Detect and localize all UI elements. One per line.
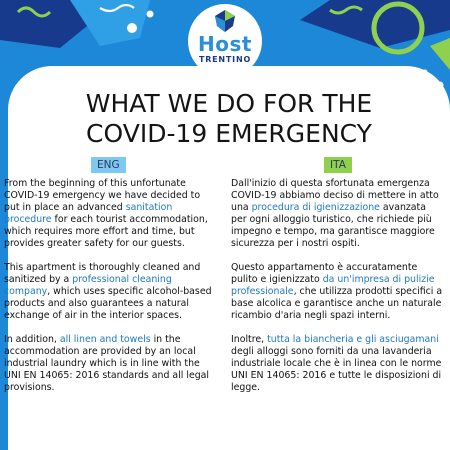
logo-word: Host	[198, 32, 252, 56]
eng-paragraph-3	[4, 334, 216, 394]
eng-p3-text-a: In addition,	[4, 334, 60, 345]
eng-p2-text-b: , which uses specific alcohol-based products and also guarantees a natural exchange of air in the interior spaces.	[4, 286, 212, 321]
title-line-2: COVID-19 EMERGENCY	[86, 119, 372, 148]
eng-paragraph-2	[4, 262, 216, 322]
logo-subtitle: TRENTINO	[198, 55, 252, 64]
ita-p3-text-b: degli alloggi sono forniti da una lavanderia industriale locale che è in linea con le norme UNI EN 14065: 2016 e tutte le disposizioni di legge.	[231, 346, 442, 393]
badge-ita: ITA	[324, 157, 352, 173]
eng-p1-text-a: From the beginning of this unfortunate COVID-19 emergency we have decided to put in place an advanced	[4, 178, 201, 213]
decor-dot	[147, 11, 154, 18]
logo-mark-icon	[215, 10, 235, 34]
badge-eng: ENG	[91, 157, 126, 173]
eng-p2-highlight: professional cleaning company	[4, 274, 172, 297]
italian-column	[231, 178, 443, 406]
ita-p3-text-a: Inoltre,	[231, 334, 268, 345]
eng-paragraph-1	[4, 178, 216, 250]
eng-p2-text-a: This apartment is thoroughly cleaned and sanitized by a	[4, 262, 201, 285]
decor-dot	[127, 23, 137, 33]
host-trentino-logo	[188, 4, 262, 78]
decor-green-triangle	[430, 38, 450, 70]
ita-p3-highlight: tutta la biancheria e gli asciugamani	[267, 334, 439, 345]
ita-p1-text-a: Dall'inizio di questa sfortunata emergenza COVID-19 abbiamo deciso di mettere in atto una	[231, 178, 439, 213]
eng-p3-highlight: all linen and towels	[59, 334, 151, 345]
eng-p1-text-b: for each tourist accommodation, which requires more effort and time, but provides greater safety for our guests.	[4, 214, 208, 249]
ita-paragraph-1	[231, 178, 443, 250]
page-title	[8, 89, 450, 149]
ita-p2-text-a: Questo appartamento è accuratamente pulito e igienizzato	[231, 262, 418, 285]
ita-p1-text-b: avanzata per ogni alloggio turistico, che richiede più impegno e tempo, ma garantisce maggiore sicurezza per i nostri ospiti.	[231, 202, 435, 249]
english-column	[4, 178, 216, 406]
eng-p3-text-b: in the accommodation are provided by an local industrial laundry which is in line with the UNI EN 14065: 2016 standards and all legal provisions.	[4, 334, 210, 393]
ita-paragraph-3	[231, 334, 443, 394]
title-line-1: WHAT WE DO FOR THE	[85, 89, 373, 118]
eng-p1-highlight: sanitation procedure	[4, 202, 173, 225]
ita-p2-highlight: da un'impresa di pulizie professionale	[231, 274, 435, 297]
ita-p2-text-b: , che utilizza prodotti specifici a base alcolica e garantisce anche un naturale ricambio d'aria negli spazi interni.	[231, 286, 443, 321]
ita-paragraph-2	[231, 262, 443, 322]
ita-p1-highlight: procedura di igienizzazione	[251, 202, 380, 213]
